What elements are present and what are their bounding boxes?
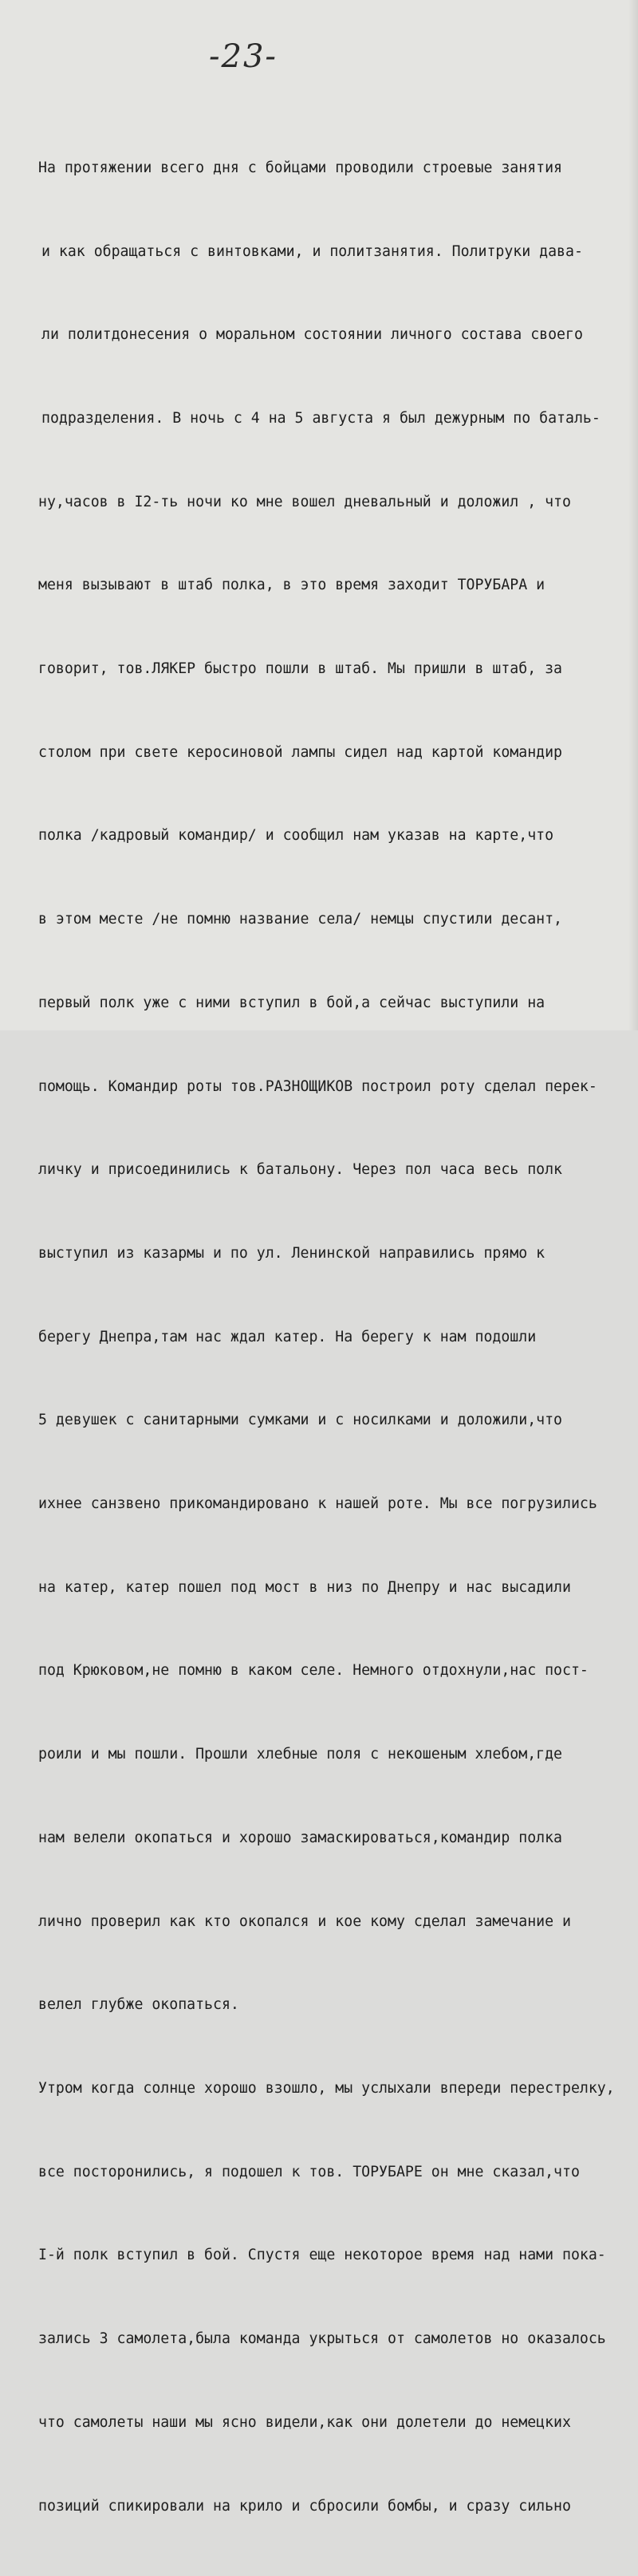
text-line: нам велели окопаться и хорошо замаскироваться,командир полка [38,1829,562,1846]
text-line: велел глубже окопаться. [38,1996,239,2014]
text-line: На протяжении всего дня с бойцами проводили строевые занятия [38,159,562,176]
text-line: полка /кадровый командир/ и сообщил нам указав на карте,что [38,827,554,845]
text-line: зались 3 самолета,была команда укрыться от самолетов но оказалось [38,2330,606,2348]
text-line: ихнее санзвено прикомандировано к нашей роте. Мы все погрузились [38,1495,597,1513]
text-line: и как обращаться с винтовками, и политзанятия. Политруки дава- [41,242,583,260]
text-line: подразделения. В ночь с 4 на 5 августа я был дежурным по баталь- [41,409,601,427]
text-line: под Крюковом,не помню в каком селе. Немного отдохнули,нас пост- [38,1662,589,1680]
text-line: говорит, тов.ЛЯКЕР быстро пошли в штаб. Мы пришли в штаб, за [38,660,562,678]
text-line: ну,часов в I2-ть ночи ко мне вошел дневальный и доложил , что [38,493,571,510]
text-line: меня вызывают в штаб полка, в это время заходит ТОРУБАРА и [38,577,545,594]
text-line: ли политдонесения о моральном состоянии личного состава своего [41,326,583,344]
text-line: на катер, катер пошел под мост в низ по Днепру и нас высадили [38,1578,571,1596]
text-line: роили и мы пошли. Прошли хлебные поля с некошеным хлебом,где [38,1746,562,1763]
text-line: столом при свете керосиновой лампы сидел над картой командир [38,743,562,761]
text-line: все посторонились, я подошел к тов. ТОРУБАРЕ он мне сказал,что [38,2163,580,2180]
text-line: берегу Днепра,там нас ждал катер. На берегу к нам подошли [38,1328,537,1345]
text-line: I-й полк вступил в бой. Спустя еще некоторое время над нами пока- [38,2247,606,2264]
text-line: выступил из казармы и по ул. Ленинской направились прямо к [38,1244,545,1262]
body-text [38,99,638,2576]
text-line: личку и присоединились к батальону. Через пол часа весь полк [38,1161,562,1179]
page-number: -23- [209,38,278,75]
text-line: Утром когда солнце хорошо взошло, мы услыхали впереди перестрелку, [38,2079,615,2097]
text-line: первый полк уже с ними вступил в бой,а сейчас выступили на [38,994,545,1011]
text-line: в этом месте /не помню название села/ немцы спустили десант, [38,911,562,928]
page-edge-shadow [628,0,638,1030]
text-line: 5 девушек с санитарными сумками и с носилками и доложили,что [38,1412,562,1429]
text-line: что самолеты наши мы ясно видели,как они долетели до немецких [38,2413,571,2431]
text-line: позиций спикировали на крило и сбросили бомбы, и сразу сильно [38,2497,571,2515]
text-line: помощь. Командир роты тов.РАЗНОЩИКОВ построил роту сделал перек- [38,1077,597,1095]
text-line: лично проверил как кто окопался и кое кому сделал замечание и [38,1912,571,1930]
